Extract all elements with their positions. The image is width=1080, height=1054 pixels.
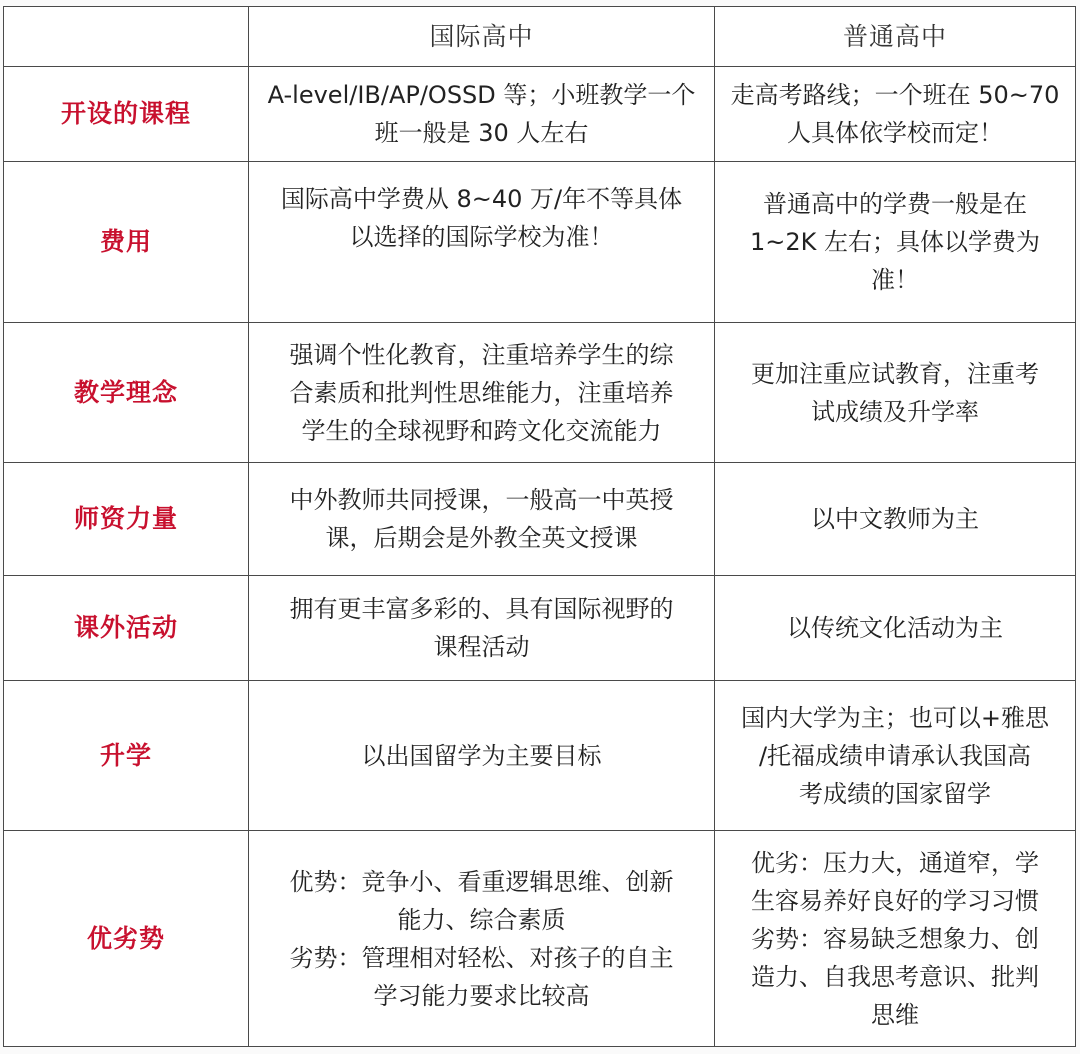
international-cell xyxy=(249,463,715,576)
regular-text-line: 生容易养好良好的学习习惯 xyxy=(751,886,1039,915)
regular-cell xyxy=(715,67,1076,162)
regular-text-line: 1~2K 左右；具体以学费为准！ xyxy=(749,228,1040,294)
regular-cell xyxy=(715,576,1076,681)
international-text-line: 课，后期会是外教全英文授课 xyxy=(325,524,638,552)
regular-text-line: 劣势：容易缺乏想象力、创 xyxy=(751,924,1039,953)
regular-text-line: /托福成绩申请承认我国高 xyxy=(758,741,1032,770)
international-text-line: 以出国留学为主要目标 xyxy=(361,741,602,770)
international-text-line: 以选择的国际学校为准！ xyxy=(349,223,614,251)
regular-cell xyxy=(715,463,1076,576)
international-text-line: 中外教师共同授课，一般高一中英授 xyxy=(289,486,674,514)
regular-text-line: 普通高中的学费一般是在 xyxy=(763,190,1027,218)
regular-text-line: 考成绩的国家留学 xyxy=(799,779,991,808)
table-row xyxy=(4,576,1076,681)
row-label: 师资力量 xyxy=(4,463,249,576)
row-label: 优劣势 xyxy=(4,831,249,1047)
row-label: 开设的课程 xyxy=(4,67,249,162)
regular-cell xyxy=(715,323,1076,463)
regular-cell xyxy=(715,681,1076,831)
international-cell xyxy=(249,67,715,162)
header-row xyxy=(4,7,1076,67)
row-label: 教学理念 xyxy=(4,323,249,463)
regular-text-line: 国内大学为主；也可以+雅思 xyxy=(740,703,1050,732)
international-cell xyxy=(249,681,715,831)
table-row xyxy=(4,831,1076,1047)
header-cell-empty xyxy=(4,7,249,67)
international-text-line: 拥有更丰富多彩的、具有国际视野的 xyxy=(289,595,674,623)
table-row xyxy=(4,681,1076,831)
regular-cell xyxy=(715,831,1076,1047)
international-text-line: 学生的全球视野和跨文化交流能力 xyxy=(301,416,662,445)
table-row xyxy=(4,162,1076,323)
row-label: 升学 xyxy=(4,681,249,831)
regular-text-line: 人具体依学校而定！ xyxy=(787,119,1003,147)
international-cell xyxy=(249,162,715,323)
row-label: 课外活动 xyxy=(4,576,249,681)
international-text-line: 优势：竞争小、看重逻辑思维、创新 xyxy=(289,867,674,896)
header-regular-high-school: 普通高中 xyxy=(715,7,1076,67)
table-row xyxy=(4,67,1076,162)
comparison-table xyxy=(3,6,1076,1047)
regular-text-line: 更加注重应试教育，注重考 xyxy=(751,359,1039,388)
table-row xyxy=(4,463,1076,576)
international-text-line: 劣势：管理相对轻松、对孩子的自主 xyxy=(289,943,674,972)
regular-text-line: 以传统文化活动为主 xyxy=(787,614,1003,642)
regular-text-line: 造力、自我思考意识、批判 xyxy=(751,962,1039,991)
international-text-line: 合素质和批判性思维能力，注重培养 xyxy=(289,378,674,407)
international-text-line: 强调个性化教育，注重培养学生的综 xyxy=(289,340,674,369)
international-cell xyxy=(249,576,715,681)
international-text-line: A-level/IB/AP/OSSD 等；小班教学一个 xyxy=(267,81,696,109)
table-row xyxy=(4,323,1076,463)
international-text-line: 能力、综合素质 xyxy=(397,905,566,934)
header-international-high-school: 国际高中 xyxy=(249,7,715,67)
regular-text-line: 优劣：压力大，通道窄，学 xyxy=(751,848,1039,877)
international-text-line: 课程活动 xyxy=(433,633,530,661)
international-cell xyxy=(249,831,715,1047)
international-text-line: 学习能力要求比较高 xyxy=(373,981,590,1010)
regular-text-line: 以中文教师为主 xyxy=(811,505,979,533)
international-cell xyxy=(249,323,715,463)
row-label: 费用 xyxy=(4,162,249,323)
regular-text-line: 思维 xyxy=(871,1000,919,1029)
regular-text-line: 试成绩及升学率 xyxy=(811,397,979,426)
regular-cell xyxy=(715,162,1076,323)
international-text-line: 班一般是 30 人左右 xyxy=(374,119,589,147)
international-text-line: 国际高中学费从 8~40 万/年不等具体 xyxy=(280,185,683,213)
regular-text-line: 走高考路线；一个班在 50~70 xyxy=(730,81,1060,109)
